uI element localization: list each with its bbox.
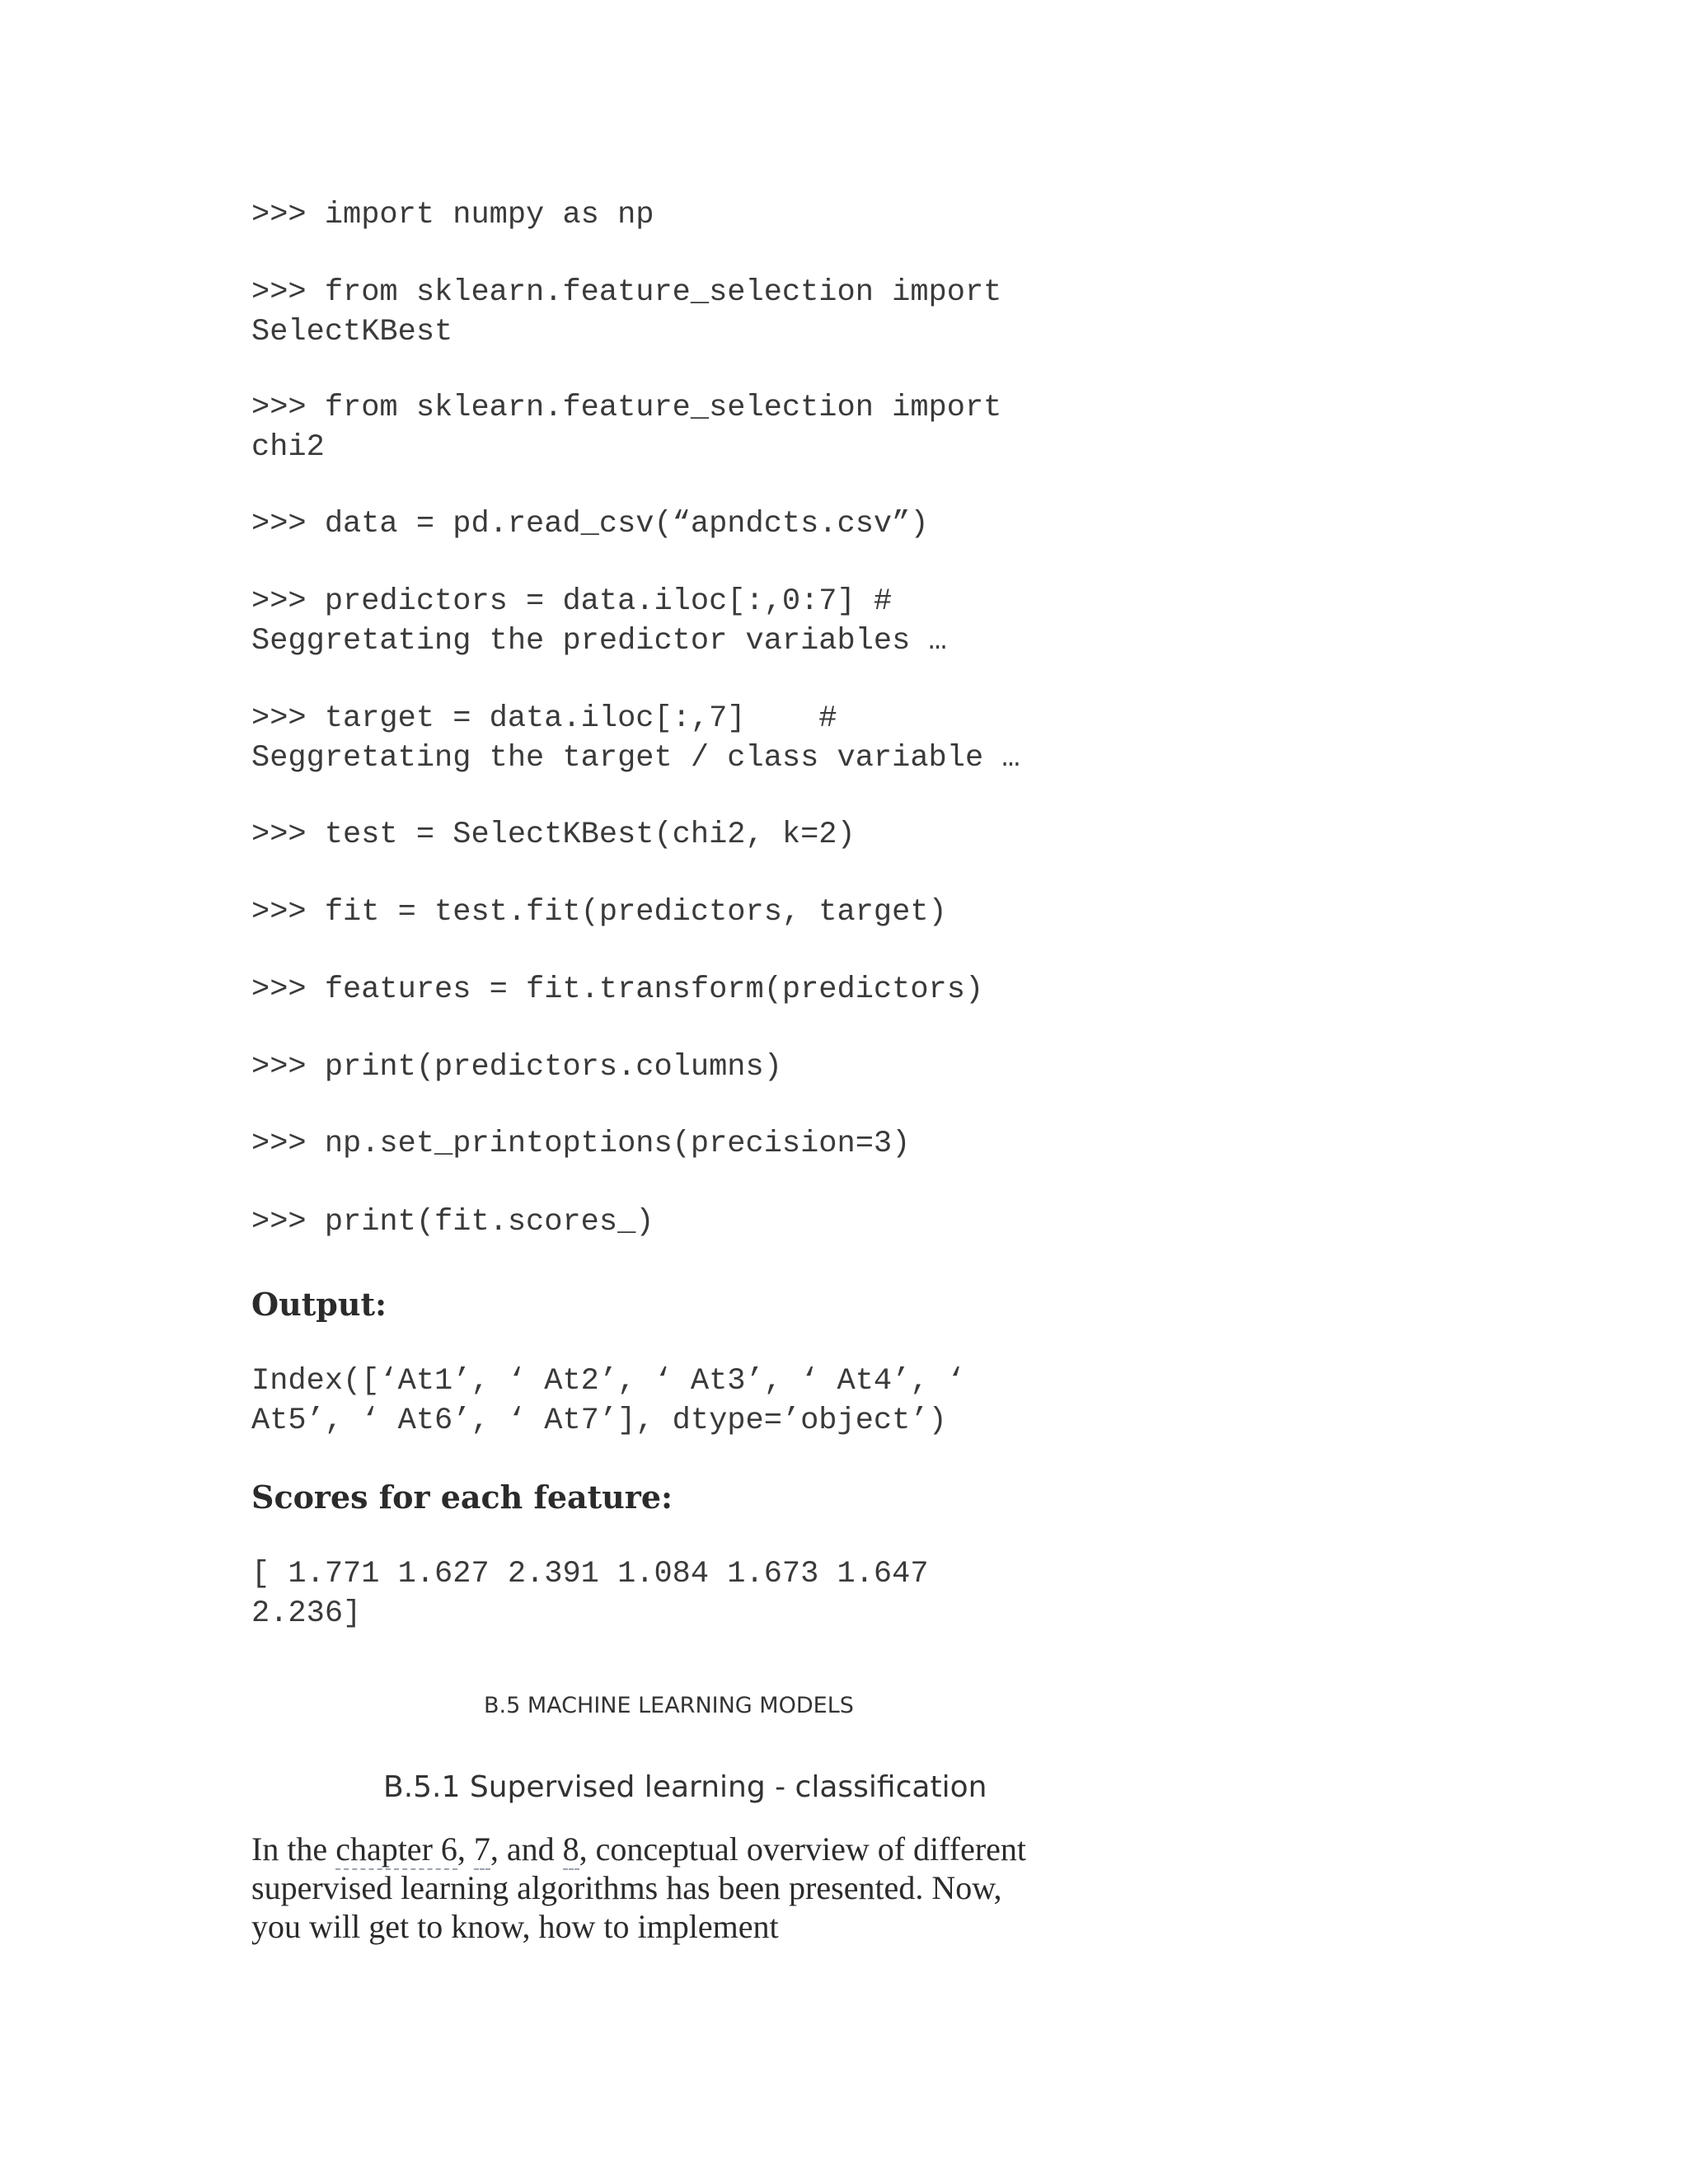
paragraph-rest: , conceptual overview of different supervised learning algorithms has been presented. Now, you will get to know, how to implement [251, 1830, 1027, 1945]
section-heading-b5: B.5 MACHINE LEARNING MODELS [484, 1693, 854, 1718]
code-line-import-chi2: >>> from sklearn.feature_selection import chi2 [251, 391, 1002, 465]
code-line-features: >>> features = fit.transform(predictors) [251, 972, 984, 1007]
paragraph-prefix: In the [251, 1830, 336, 1868]
chapter-6-link[interactable]: chapter 6 [335, 1830, 457, 1870]
output-heading: Output: [251, 1286, 387, 1323]
code-line-read-csv: >>> data = pd.read_csv(“apndcts.csv”) [251, 507, 929, 541]
code-line-printoptions: >>> np.set_printoptions(precision=3) [251, 1127, 911, 1161]
code-line-import-numpy: >>> import numpy as np [251, 198, 654, 232]
paragraph-sep-2: , and [490, 1830, 563, 1868]
section-heading-b5-1: B.5.1 Supervised learning - classification [383, 1770, 987, 1804]
scores-values-text: [ 1.771 1.627 2.391 1.084 1.673 1.647 2.236] [251, 1557, 929, 1631]
chapter-7-link[interactable]: 7 [474, 1830, 490, 1870]
scores-heading: Scores for each feature: [251, 1479, 673, 1516]
code-line-import-selectkbest: >>> from sklearn.feature_selection import SelectKBest [251, 275, 1002, 349]
chapter-8-link[interactable]: 8 [563, 1830, 579, 1870]
code-line-print-scores: >>> print(fit.scores_) [251, 1205, 654, 1240]
output-index-text: Index([‘At1’, ‘ At2’, ‘ At3’, ‘ At4’, ‘ At5’, ‘ At6’, ‘ At7’], dtype=’object’) [251, 1364, 965, 1438]
code-line-print-columns: >>> print(predictors.columns) [251, 1050, 782, 1085]
code-line-test: >>> test = SelectKBest(chi2, k=2) [251, 818, 856, 852]
code-line-target: >>> target = data.iloc[:,7] # Seggretating the target / class variable … [251, 701, 1020, 776]
paragraph-sep-1: , [457, 1830, 474, 1868]
intro-paragraph [251, 1830, 1043, 1946]
code-line-fit: >>> fit = test.fit(predictors, target) [251, 895, 947, 930]
code-line-predictors: >>> predictors = data.iloc[:,0:7] # Seggretating the predictor variables … [251, 584, 947, 658]
